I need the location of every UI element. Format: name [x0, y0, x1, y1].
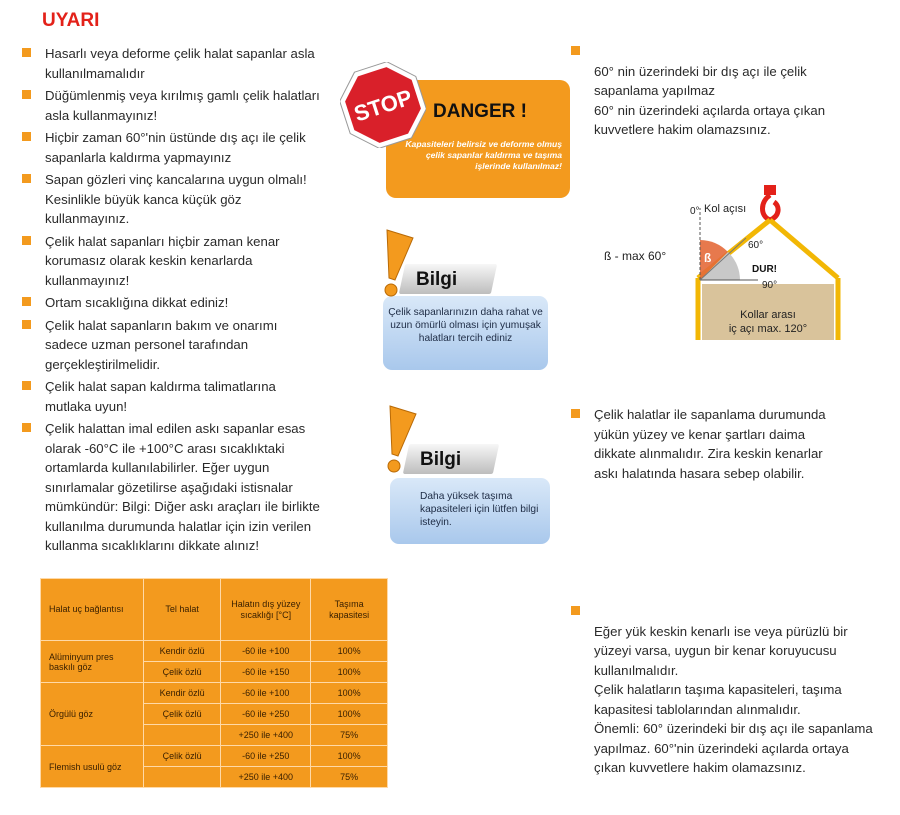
table-cell: Kendir özlü [143, 641, 221, 662]
table-header: Halat uç bağlantısı [41, 579, 144, 641]
box-text-1: Kollar arası [740, 309, 796, 321]
exclamation-icon [377, 228, 415, 300]
table-cell: 100% [311, 704, 388, 725]
table-cell [143, 767, 221, 788]
bullet-square-icon [571, 46, 580, 55]
list-item: Hiçbir zaman 60°'nin üstünde dış açı ile çelik sapanlarla kaldırma yapmayınız [22, 128, 322, 167]
bullet-square-icon [22, 423, 31, 432]
info-label-2: Bilgi [420, 449, 462, 470]
table-cell: Örgülü göz [41, 683, 144, 746]
table-header: Taşıma kapasitesi [311, 579, 388, 641]
info-text: Çelik sapanlarınızın daha rahat ve uzun ömürlü olması için yumuşak halatları tercih ediniz [388, 307, 543, 344]
table-row [41, 641, 388, 662]
label-kol-acisi: Kol açısı [704, 203, 747, 215]
info-card-2 [390, 478, 550, 544]
table-cell: -60 ile +250 [221, 746, 311, 767]
stop-text: STOP [350, 84, 416, 127]
right-note-protection: Eğer yük keskin kenarlı ise veya pürüzlü bir yüzeyi varsa, uygun bir kenar koruyucusu kullanılmalıdır. Çelik halatların taşıma kapasiteleri, taşıma kapasitesi tablolarından alınmalıdır. Önemli: 60° üzerindeki bir dış açı ile sapanlama yapılmaz. 60°'nin üzerindeki açılarda ortaya çıkan kuvvetlere hakim olamazsınız. [571, 602, 876, 778]
bullet-square-icon [22, 132, 31, 141]
bullet-square-icon [571, 606, 580, 615]
table-cell: 100% [311, 662, 388, 683]
table-cell: 75% [311, 767, 388, 788]
list-item: Çelik halat sapanları hiçbir zaman kenar korumasız olarak keskin kenarlarda kullanmayınız! [22, 232, 322, 291]
table-header: Halatın dış yüzey sıcaklığı [°C] [221, 579, 311, 641]
warning-list [22, 44, 322, 559]
table-row [41, 683, 388, 704]
page-title: UYARI [42, 10, 100, 31]
bullet-square-icon [571, 409, 580, 418]
table-cell: Çelik özlü [143, 662, 221, 683]
temperature-table [40, 578, 388, 788]
list-item: Çelik halat sapan kaldırma talimatlarına mutlaka uyun! [22, 377, 322, 416]
sling-angle-diagram [600, 180, 860, 360]
list-item: Sapan gözleri vinç kancalarına uygun olmalı! Kesinlikle büyük kanca küçük göz kullanmayınız. [22, 170, 322, 229]
table-cell: +250 ile +400 [221, 725, 311, 746]
list-item: Çelik halat sapanların bakım ve onarımı sadece uzman personel tarafından gerçekleştirilmelidir. [22, 316, 322, 375]
table-cell: -60 ile +100 [221, 683, 311, 704]
list-item: Hasarlı veya deforme çelik halat sapanlar asla kullanılmamalıdır [22, 44, 322, 83]
bullet-square-icon [22, 174, 31, 183]
bullet-square-icon [22, 297, 31, 306]
table-cell: Flemish usulü göz [41, 746, 144, 788]
table-header: Tel halat [143, 579, 221, 641]
label-ninety: 90° [762, 280, 778, 291]
label-dur: DUR! [752, 264, 777, 275]
sling-right [770, 220, 838, 278]
info-label-1: Bilgi [416, 269, 458, 290]
table-cell: -60 ile +150 [221, 662, 311, 683]
label-zero-degree: 0° [690, 206, 700, 217]
table-cell: Çelik özlü [143, 704, 221, 725]
table-cell: +250 ile +400 [221, 767, 311, 788]
bullet-square-icon [22, 320, 31, 329]
box-text-2: iç açı max. 120° [728, 323, 808, 335]
label-beta-max: ß - max 60° [604, 249, 667, 263]
table-cell [143, 725, 221, 746]
info-card-1 [383, 296, 548, 370]
table-row [41, 746, 388, 767]
info-text: Daha yüksek taşıma kapasiteleri için lütfen bilgi isteyin. [420, 491, 539, 528]
table-cell: 100% [311, 641, 388, 662]
table-cell: 75% [311, 725, 388, 746]
list-item: Çelik halattan imal edilen askı sapanlar esas olarak -60°C ile +100°C arası sıcaklıktaki ortamlarda kullanılabilirler. Eğer uygun sınırlamalar gözetilirse aşağıdaki istisnalar mümkündür: Bilgi: Diğer askı araçları ile birlikte kullanılma durumunda halatlar için izin verilen kullanma sıcaklıklarını dikkate alınız! [22, 419, 322, 556]
table-cell: Kendir özlü [143, 683, 221, 704]
table-cell: Alüminyum pres baskılı göz [41, 641, 144, 683]
bullet-square-icon [22, 381, 31, 390]
bullet-square-icon [22, 90, 31, 99]
list-item: Düğümlenmiş veya kırılmış gamlı çelik halatları asla kullanmayınız! [22, 86, 322, 125]
stop-sign-icon [340, 62, 426, 148]
bullet-square-icon [22, 48, 31, 57]
crane-hook-icon [763, 185, 779, 220]
label-beta: ß [704, 251, 712, 265]
danger-title: DANGER ! [433, 101, 527, 122]
danger-text: Kapasiteleri belirsiz ve deforme olmuş çelik sapanlar kaldırma ve taşıma işlerinde kullanılmaz! [405, 139, 562, 171]
label-sixty: 60° [748, 240, 764, 251]
table-cell: 100% [311, 746, 388, 767]
table-cell: -60 ile +250 [221, 704, 311, 725]
table-cell: -60 ile +100 [221, 641, 311, 662]
bullet-square-icon [22, 236, 31, 245]
table-cell: 100% [311, 683, 388, 704]
table-cell: Çelik özlü [143, 746, 221, 767]
right-note-angle: 60° nin üzerindeki bir dış açı ile çelik sapanlama yapılmaz 60° nin üzerindeki açılarda ortaya çıkan kuvvetlere hakim olamazsınız. [571, 42, 861, 140]
list-item: Ortam sıcaklığına dikkat ediniz! [22, 293, 322, 313]
right-note-edges: Çelik halatlar ile sapanlama durumunda yükün yüzey ve kenar şartları daima dikkate alınmalıdır. Zira keskin kenarlar askı halatında hasara sebep olabilir. [571, 405, 846, 483]
exclamation-icon [380, 404, 418, 476]
